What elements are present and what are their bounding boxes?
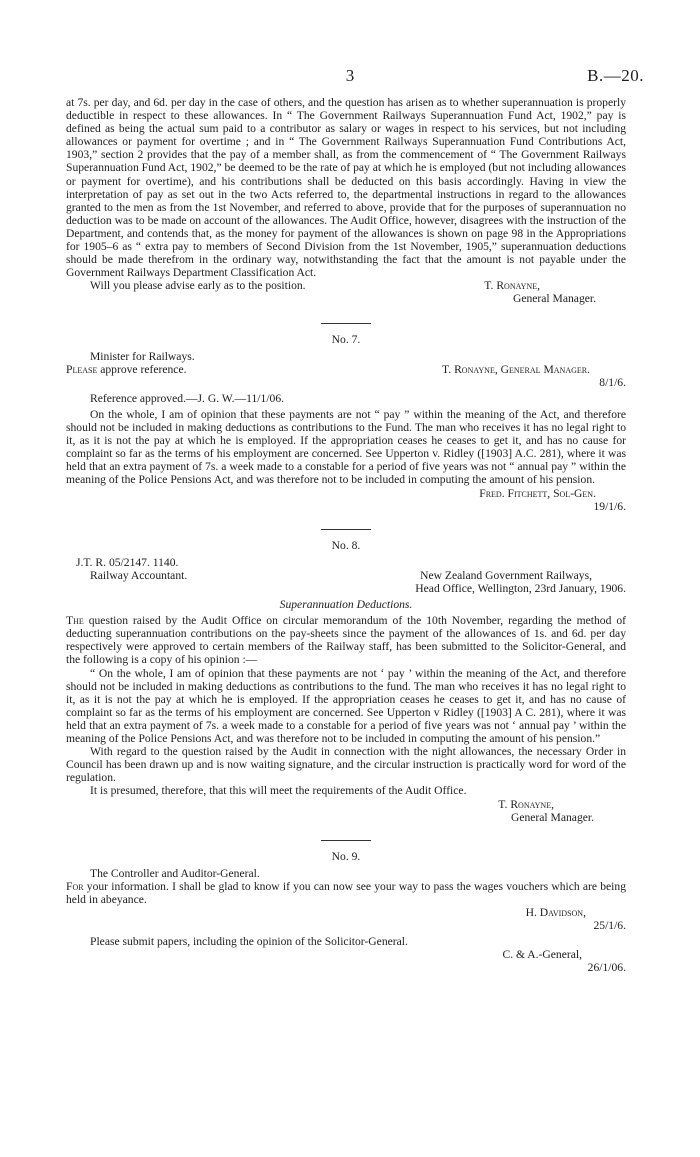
quoted-opinion: “ On the whole, I am of opinion that these payments are not ‘ pay ’ within the meaning of the Act, and therefore should not be included in making deductions as contributions to the fund. The man who receives it has no legal right to it, as it is not the pay at which he is employed. If the appropriation ceases he ceases to get it, and has no cause of complaint so far as the terms of his employment are concerned. See Upperton v Ridley ([1903] A C. 281), where it was held that an extra payment of 7s. a week made to a constable for a period of five years was not ‘ annual pay ’ within the meaning of the Police Pensions Act, and was therefore not to be included in computing the amount of his pension.” [66,666,626,746]
request-text: Please approve reference. [66,362,187,376]
document-reference: B.—20. [587,66,644,85]
request-row [66,363,626,376]
signature: T. Ronayne, [498,797,554,811]
body-paragraph: It is presumed, therefore, that this will meet the requirements of the Audit Office. [90,784,467,798]
opinion-signature: Fred. Fitchett, Sol-Gen. [479,486,596,500]
page-content [66,96,626,975]
signature: T. Ronayne, [484,279,540,293]
body-paragraph: For your information. I shall be glad to know if you can now see your way to pass the wages vouchers which are being held in abeyance. [66,879,626,906]
request-date: 8/1/6. [599,375,626,389]
section-number: No. 7. [331,332,361,346]
subject-heading: Superannuation Deductions. [279,598,413,612]
signature-title: General Manager. [512,292,596,306]
request-signature: T. Ronayne, General Manager. [442,362,590,376]
page-number: 3 [345,66,355,85]
opinion-paragraph: On the whole, I am of opinion that these payments are not “ pay ” within the meaning of the Act, and therefore should not be included in making deductions as contributions to the Fund. The man who receives it has no legal right to it, as it is not the pay at which he is employed. If the appropriation ceases he ceases to get it, and has no cause for complaint so far as the terms of his employment are concerned. See Upperton v. Ridley ([1903] A.C. 281), where it was held that an extra payment of 7s. a week made to a constable for a period of five years was not “ annual pay ” within the meaning of the Police Pensions Act, and was therefore not to be included in computing the amount of his pension. [66,407,626,487]
closing-row [66,279,626,292]
signature-date: 25/1/6. [593,919,626,933]
addressee: Minister for Railways. [90,349,195,363]
addressee: Railway Accountant. [90,568,188,582]
file-reference: J.T. R. 05/2147. 1140. [76,555,179,569]
signature: C. & A.-General, [502,948,582,962]
approval-note: Reference approved.—J. G. W.—11/1/06. [90,391,285,405]
signature: H. Davidson, [525,906,586,920]
body-paragraph: The question raised by the Audit Office on circular memorandum of the 10th November, regarding the method of deducting superannuation contributions on the pay-sheets since the payment of the allowances of 1s. and 6d. per day respectively were approved to certain members of the Railway staff, has been submitted to the Solicitor-General, and the following is a copy of his opinion :— [66,614,626,667]
signature-title: General Manager. [510,810,594,824]
section-number: No. 8. [331,538,361,552]
body-paragraph: at 7s. per day, and 6d. per day in the case of others, and the question has arisen as to whether superannuation is properly deductible in respect to these allowances. In “ The Government Railways Superannuation Fund Act, 1902,” pay is defined as being the actual sum paid to a contributor as salary or wages in respect to his services, but not including allowances or payment for overtime ; and in “ The Government Railways Superannuation Fund Contributions Act, 1903,” section 2 provides that the pay of a member shall, as from the commencement of “ The Government Railways Superannuation Fund Act, 1902,” be deemed to be the rate of pay at which he is employed (but not including allowances or payment for overtime), and his contributions shall be deducted on this basis accordingly. Having in view the interpretation of pay as set out in the two Acts referred to, the departmental instructions in regard to the allowances granted to the men as from the 1st November, and referred to above, provide that for the purposes of superannuation no deduction was to be made on account of the allowances. The Audit Office, however, disagrees with the instruction of the Department, and contends that, as the money for payment of the allowances is shown on page 98 in the Appropriations for 1905–6 as “ extra pay to members of Second Division from the 1st November, 1905,” superannuation deductions should be made therefrom in the ordinary way, notwithstanding the fact that the amount is not payable under the Government Railways Department Classification Act. [66,96,626,280]
office-date: Head Office, Wellington, 23rd January, 1906. [415,582,626,595]
section-number: No. 9. [331,849,361,863]
closing-line: Will you please advise early as to the position. [90,279,306,293]
body-paragraph: With regard to the question raised by the Audit in connection with the night allowances, the necessary Order in Council has been drawn up and is now waiting signature, and the circular instruction is practically word for word of the regulation. [66,745,626,785]
addressee: The Controller and Auditor-General. [90,866,260,880]
opinion-date: 19/1/6. [593,499,626,513]
header-row [66,569,626,582]
request-line: Please submit papers, including the opinion of the Solicitor-General. [90,935,408,949]
signature-date: 26/1/06. [587,961,626,975]
organization: New Zealand Government Railways, [420,568,592,582]
